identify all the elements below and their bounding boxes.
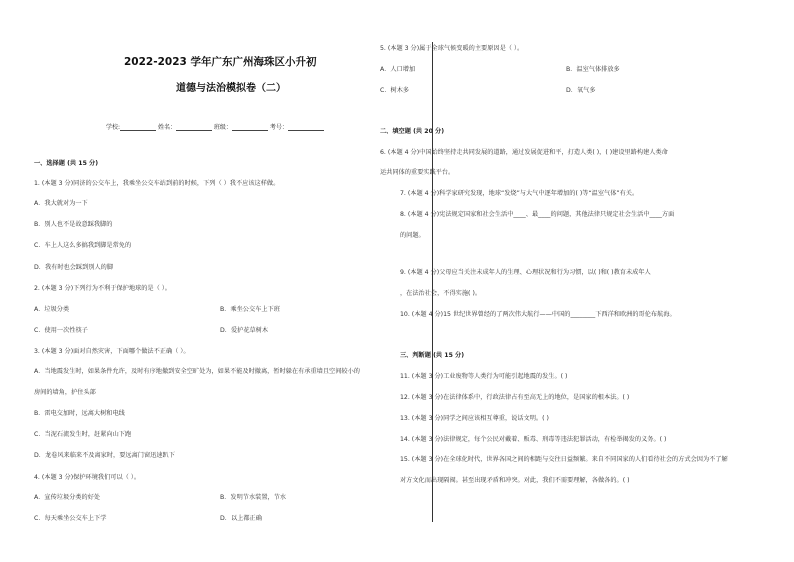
q3-option-d: D．龙卷风来临来不及离家时，要远离门窗迅速趴下 [34, 452, 175, 459]
q1-option-d: D．我有时也会踩到别人的脚 [34, 264, 114, 271]
question-1: 1. (本题 3 分)同济的公交车上，我乘坐公交车站到前的时候，下列（ ）我不应该这样做。 [34, 180, 280, 187]
section-fill-title: 二、填空题 (共 20 分) [380, 128, 445, 135]
q3-option-a: A．当地震发生时，如果条件允许，及时有序地撤到安全空旷处为，如果不能及时撤离，暂时躲在有承重墙且空间较小的 [34, 368, 360, 375]
q2-option-c: C．使用一次性筷子 [34, 327, 88, 334]
column-divider [432, 42, 433, 522]
question-13: 13. (本题 3 分)同学之间应该相互尊重，说话文明。( ) [400, 415, 549, 422]
question-15: 15. (本题 3 分)在全球化时代，世界各国之间的相距与交往日益频繁。来自不同国家的人们看待社会的方式会因为不了解 [400, 456, 728, 463]
section-judge-title: 三、判断题 (共 15 分) [400, 352, 465, 359]
q5-option-d: D．氧气多 [566, 87, 596, 94]
exam-subtitle: 道德与法治模拟卷（二） [176, 83, 286, 94]
q5-option-b: B．温室气体排放多 [566, 66, 620, 73]
question-6: 6. (本题 4 分)中国始终坚持走共同发展的道路，通过发展促进和平，打造人类( )，( )建设里路构建人类命 [380, 149, 668, 156]
school-label: 学校: [106, 124, 121, 131]
question-11: 11. (本题 3 分)工业废物等人类行为可能引起地震的发生。( ) [400, 373, 568, 380]
number-label: 考号： [269, 124, 288, 131]
q4-option-d: D．以上都正确 [220, 515, 262, 522]
q5-option-c: C．树木多 [380, 87, 410, 94]
name-blank [176, 124, 212, 131]
class-label: 班级： [213, 124, 232, 131]
question-3: 3. (本题 3 分)面对自然灾害，下面哪个做法不正确（ ）。 [34, 348, 190, 355]
student-info-line [106, 122, 324, 131]
question-15-cont: 对方文化而出现隔阂。甚至出现矛盾和冲突。对此，我们不需要理解，各做各的。( ) [400, 477, 630, 484]
question-9-cont: ，在法治社会，不得实施( )。 [400, 290, 482, 297]
class-blank [232, 124, 268, 131]
q3-option-a-cont: 房间的墙角，护住头部 [34, 389, 96, 396]
number-blank [288, 124, 324, 131]
question-9: 9. (本题 4 分)父母应当关注未成年人的生理、心理状况和行为习惯，以( )和( )教育未成年人 [400, 269, 651, 276]
q3-option-c: C．当泥石流发生时，赶紧向山下跑 [34, 431, 132, 438]
exam-title: 2022-2023 学年广东广州海珠区小升初 [124, 56, 317, 68]
q4-option-b: B．发明节水装置，节水 [220, 494, 287, 501]
question-2: 2. (本题 3 分)下列行为不利于保护地球的是（ ）。 [34, 285, 171, 292]
question-14: 14. (本题 3 分)法律规定，每个公民对戴着、贩毒、刑毒等违法犯罪活动，有检举揭发的义务。( ) [400, 436, 667, 443]
question-4: 4. (本题 3 分)保护环境我们可以（ ）。 [34, 474, 141, 481]
q1-option-a: A．我大就对为一下 [34, 200, 88, 207]
q1-option-c: C．车上人这么多搞我到脚是常免的 [34, 242, 132, 249]
section-choice-title: 一、选择题 (共 15 分) [34, 160, 99, 167]
q3-option-b: B．雷电交加时，远离大树和电线 [34, 410, 125, 417]
question-8-cont: 的问题。 [400, 232, 425, 239]
name-label: 姓名： [157, 124, 176, 131]
question-8: 8. (本题 4 分)宪法规定国家和社会生活中____、最____的问题，其他法律只规定社会生活中____方面 [400, 211, 675, 218]
question-10: 10. (本题 4 分)15 世纪世界曾经的了两次伟大航行——中国的________下西洋和欧洲的哥伦布航海。 [400, 311, 676, 318]
q2-option-d: D．爱护花草树木 [220, 327, 269, 334]
question-7: 7. (本题 4 分)科学家研究发现，地球“发烧”与大气中逐年增加的( )等“温室气体”有关。 [400, 190, 639, 197]
q2-option-b: B．乘坐公交车上下班 [220, 306, 280, 313]
q4-option-c: C．每天乘坐公交车上下学 [34, 515, 107, 522]
q5-option-a: A．人口增加 [380, 66, 416, 73]
q2-option-a: A．垃圾分类 [34, 306, 70, 313]
q4-option-a: A．宣传垃圾分类的好处 [34, 494, 101, 501]
question-6-cont: 运共同体的重要实践平台。 [380, 169, 455, 176]
school-blank [120, 124, 156, 131]
question-12: 12. (本题 3 分)在法律体系中，行政法律占有至高无上的地位，是国家的根本法。( ) [400, 394, 630, 401]
q1-option-b: B．别人也不是故意踩我脚的 [34, 221, 113, 228]
question-5: 5. (本题 3 分)属于全球气候变暖的主要原因是（ ）。 [380, 45, 524, 52]
